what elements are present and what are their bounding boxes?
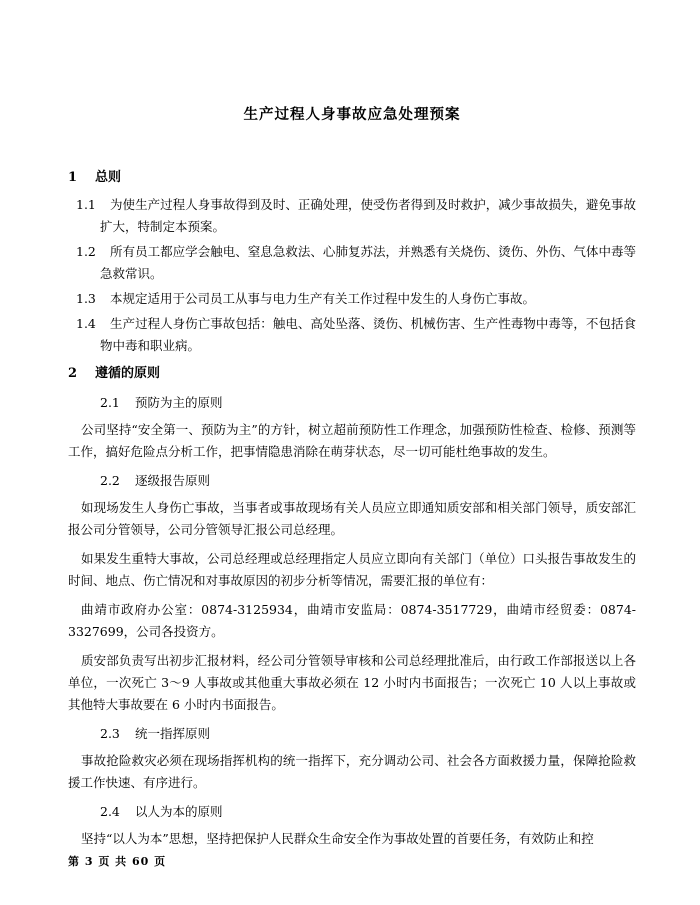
document-title: 生产过程人身事故应急处理预案: [243, 106, 461, 123]
item-text: 预防为主的原则: [135, 395, 223, 410]
item-number: 2.3: [100, 726, 120, 741]
item-text: 本规定适用于公司员工从事与电力生产有关工作过程中发生的人身伤亡事故。: [110, 291, 536, 306]
item-number: 1.1: [76, 197, 96, 212]
item-text: 总则: [95, 170, 122, 185]
item-text: 公司坚持“安全第一、预防为主”的方针，树立超前预防性工作理念，加强预防性检查、检修、预测等工作，搞好危险点分析工作，把事情隐患消除在萌芽状态，尽一切可能杜绝事故的发生。: [68, 422, 636, 459]
item-number: 1.4: [76, 316, 96, 331]
item-text: 如现场发生人身伤亡事故，当事者或事故现场有关人员应立即通知质安部和相关部门领导，质安部汇报公司分管领导，公司分管领导汇报公司总经理。: [68, 500, 636, 537]
paragraph: [68, 419, 636, 463]
item-text: 质安部负责写出初步汇报材料，经公司分管领导审核和公司总经理批准后，由行政工作部报送以上各单位，一次死亡 3～9 人事故或其他重大事故必须在 12 小时内书面报告；一次死亡 10 人以上事故或其他特大事故要在 6 小时内书面报告。: [68, 653, 636, 712]
item-text: 生产过程人身伤亡事故包括：触电、高处坠落、烫伤、机械伤害、生产性毒物中毒等，不包括食物中毒和职业病。: [100, 316, 636, 353]
paragraph: [68, 750, 636, 794]
document-content: [68, 0, 636, 857]
numbered-item: [68, 288, 636, 310]
item-number: 1.2: [76, 244, 96, 259]
section-heading: [68, 363, 636, 385]
paragraph: [68, 497, 636, 541]
item-number: 2: [68, 366, 78, 381]
sub-heading: [68, 392, 636, 414]
item-text: 逐级报告原则: [135, 473, 211, 488]
item-number: 1: [68, 170, 78, 185]
item-number: 1.3: [76, 291, 96, 306]
item-text: 坚持“以人为本”思想，坚持把保护人民群众生命安全作为事故处置的首要任务，有效防止和控: [81, 831, 594, 846]
sub-heading: [68, 801, 636, 823]
item-text: 如果发生重特大事故，公司总经理或总经理指定人员应立即向有关部门（单位）口头报告事故发生的时间、地点、伤亡情况和对事故原因的初步分析等情况，需要汇报的单位有：: [68, 551, 636, 588]
item-text: 曲靖市政府办公室：0874-3125934，曲靖市安监局：0874-3517729，曲靖市经贸委：0874-3327699，公司各投资方。: [68, 602, 636, 639]
item-number: 2.1: [100, 395, 120, 410]
sub-heading: [68, 723, 636, 745]
section-heading: [68, 167, 636, 189]
numbered-item: [68, 194, 636, 238]
paragraph: [68, 828, 636, 850]
paragraph: [68, 599, 636, 643]
item-text: 事故抢险救灾必须在现场指挥机构的统一指挥下，充分调动公司、社会各方面救援力量，保障抢险救援工作快速、有序进行。: [68, 753, 636, 790]
item-text: 为使生产过程人身事故得到及时、正确处理，使受伤者得到及时救护，减少事故损失，避免事故扩大，特制定本预案。: [100, 197, 636, 234]
item-text: 以人为本的原则: [135, 804, 223, 819]
sub-heading: [68, 470, 636, 492]
page-number-footer: 第 3 页 共 60 页: [68, 855, 167, 868]
item-text: 统一指挥原则: [135, 726, 211, 741]
item-number: 2.4: [100, 804, 120, 819]
numbered-item: [68, 313, 636, 357]
numbered-item: [68, 241, 636, 285]
paragraph: [68, 650, 636, 716]
item-text: 遵循的原则: [95, 366, 161, 381]
paragraph: [68, 548, 636, 592]
item-number: 2.2: [100, 473, 120, 488]
item-text: 所有员工都应学会触电、窒息急救法、心肺复苏法，并熟悉有关烧伤、烫伤、外伤、气体中毒等急救常识。: [100, 244, 636, 281]
document-body: [68, 167, 636, 850]
